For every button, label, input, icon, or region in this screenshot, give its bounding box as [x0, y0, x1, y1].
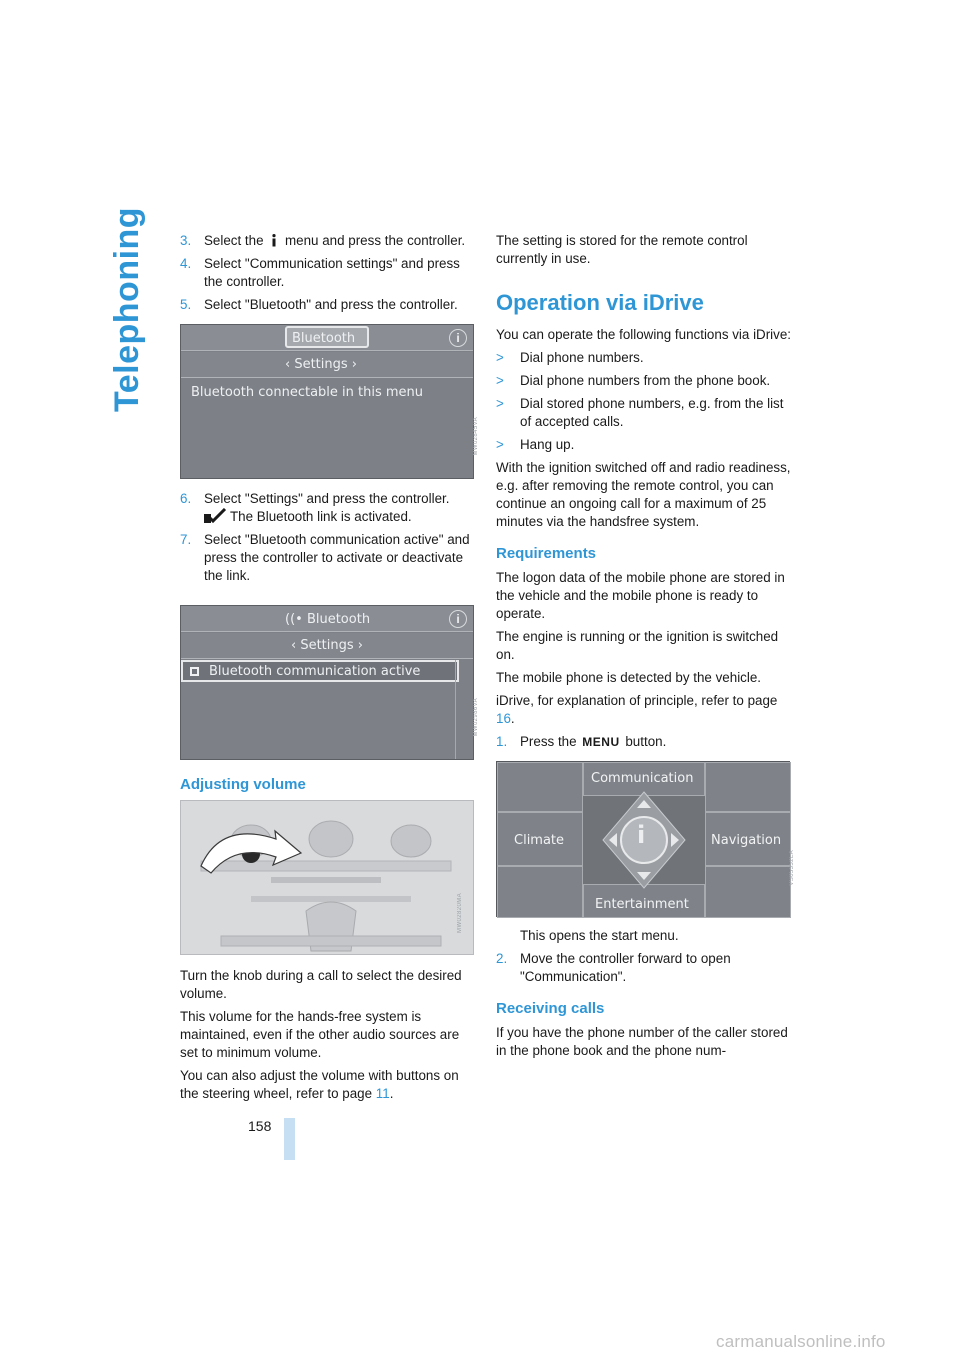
menu-key-label: MENU: [582, 735, 620, 749]
step-7: 7. Select "Bluetooth communication active" and press the controller to activate or deactivate the link.: [180, 532, 470, 583]
page-link-16[interactable]: 16: [496, 711, 511, 726]
bluetooth-screen-image: [180, 324, 479, 479]
checkmark-icon: [204, 508, 228, 524]
paragraph-volume-maintained: This volume for the hands-free system is maintained, even if the other audio sources are set to minimum volume.: [180, 1009, 460, 1060]
info-icon: i: [449, 329, 467, 347]
right-column: [496, 232, 795, 1065]
page-accent-bar: [284, 1118, 295, 1160]
paragraph-idrive-principle: iDrive, for explanation of principle, refer to page 16.: [496, 693, 778, 726]
step-2: 2. Move the controller forward to open "Communication".: [496, 951, 731, 984]
list-item: > Dial stored phone numbers, e.g. from the list of accepted calls.: [496, 396, 784, 429]
menu-center-glyph: i: [637, 821, 646, 849]
paragraph-turn-knob: Turn the knob during a call to select the desired volume.: [180, 968, 462, 1001]
bluetooth-communication-option: Bluetooth communication active: [209, 664, 421, 679]
image-code: MW02820MA: [457, 893, 463, 933]
page-number: 158: [248, 1118, 272, 1134]
heading-adjusting-volume: Adjusting volume: [180, 776, 306, 793]
bluetooth-tab-label: Bluetooth: [292, 331, 356, 346]
dashboard-volume-knob-image: [180, 800, 474, 955]
bluetooth-communication-screen-image: [180, 605, 479, 760]
settings-label: ‹ Settings ›: [291, 638, 363, 653]
paragraph-ignition: With the ignition switched off and radio readiness, e.g. after removing the remote control, you can continue an ongoing call for a maximum of 25 minutes via the handsfree system.: [496, 460, 791, 529]
menu-label-entertainment: Entertainment: [595, 897, 689, 912]
left-column: [180, 232, 479, 1108]
heading-requirements: Requirements: [496, 545, 597, 562]
paragraph-setting-stored: The setting is stored for the remote control currently in use.: [496, 233, 748, 266]
scrollbar: [455, 660, 465, 759]
page-link-11[interactable]: 11: [375, 1086, 390, 1101]
idrive-start-menu-image: [496, 761, 795, 917]
image-code: MW02986VA: [473, 698, 479, 737]
list-item: > Hang up.: [496, 437, 575, 452]
menu-label-communication: Communication: [591, 771, 694, 786]
settings-label: ‹ Settings ›: [285, 357, 357, 372]
menu-label-climate: Climate: [514, 833, 565, 848]
list-item: > Dial phone numbers from the phone book.: [496, 373, 771, 388]
bluetooth-connectable-text: Bluetooth connectable in this menu: [191, 385, 424, 400]
heading-operation-idrive: Operation via iDrive: [496, 290, 704, 315]
checkbox-icon: [190, 667, 199, 676]
dashboard-drawing: [181, 801, 474, 955]
bluetooth-tab-label: ((• Bluetooth: [285, 612, 371, 627]
heading-receiving-calls: Receiving calls: [496, 1000, 605, 1017]
step-6: 6. Select "Settings" and press the controller. The Bluetooth link is activated.: [180, 491, 450, 524]
watermark[interactable]: carmanualsonline.info: [716, 1332, 886, 1351]
image-code: VS05352LA: [789, 850, 795, 886]
paragraph-receiving-calls: If you have the phone number of the caller stored in the phone book and the phone num-: [496, 1025, 788, 1058]
step-opens-start: This opens the start menu.: [520, 928, 679, 943]
step-5: 5. Select "Bluetooth" and press the controller.: [180, 297, 458, 312]
paragraph-idrive-intro: You can operate the following functions via iDrive:: [496, 327, 792, 342]
info-menu-icon: [270, 234, 278, 247]
image-code: MW02845VA: [473, 417, 479, 456]
paragraph-phone-detected: The mobile phone is detected by the vehicle.: [496, 670, 762, 685]
step-4: 4. Select "Communication settings" and press the controller.: [180, 256, 460, 289]
paragraph-logon-data: The logon data of the mobile phone are stored in the vehicle and the mobile phone is ready to operate.: [496, 570, 785, 621]
paragraph-steering-wheel: You can also adjust the volume with buttons on the steering wheel, refer to page 11.: [180, 1068, 459, 1101]
paragraph-engine-running: The engine is running or the ignition is switched on.: [496, 629, 779, 662]
step-3: 3. Select the menu and press the controller.: [180, 233, 466, 248]
step-1: 1. Press the MENU button.: [496, 734, 667, 749]
list-item: > Dial phone numbers.: [496, 350, 644, 365]
info-icon: i: [449, 610, 467, 628]
menu-label-navigation: Navigation: [711, 833, 782, 848]
section-title: Telephoning: [108, 206, 146, 412]
